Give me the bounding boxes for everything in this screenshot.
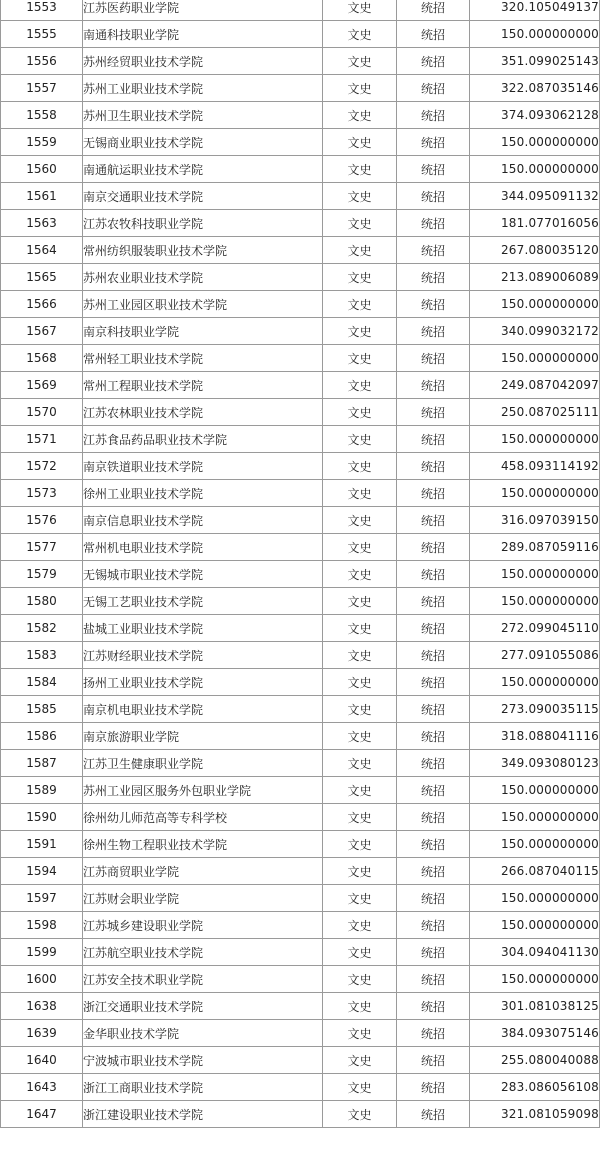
table-row	[1, 1101, 600, 1128]
school-name-cell: 南京旅游职业学院	[83, 723, 323, 750]
school-code-cell: 1568	[1, 345, 83, 372]
score-cell: 249.087042097	[470, 372, 600, 399]
score-cell: 150.000000000	[470, 588, 600, 615]
category-cell: 文史	[323, 426, 397, 453]
score-cell: 150.000000000	[470, 345, 600, 372]
batch-cell: 统招	[397, 669, 470, 696]
batch-cell: 统招	[397, 966, 470, 993]
school-code-cell: 1584	[1, 669, 83, 696]
table-row	[1, 75, 600, 102]
category-cell: 文史	[323, 642, 397, 669]
batch-cell: 统招	[397, 723, 470, 750]
school-name-cell: 江苏安全技术职业学院	[83, 966, 323, 993]
school-name-cell: 浙江建设职业技术学院	[83, 1101, 323, 1128]
score-cell: 289.087059116	[470, 534, 600, 561]
table-row	[1, 291, 600, 318]
table-row	[1, 939, 600, 966]
score-cell: 304.094041130	[470, 939, 600, 966]
table-row	[1, 642, 600, 669]
category-cell: 文史	[323, 480, 397, 507]
table-row	[1, 885, 600, 912]
school-name-cell: 江苏农牧科技职业学院	[83, 210, 323, 237]
table-row	[1, 48, 600, 75]
category-cell: 文史	[323, 1101, 397, 1128]
batch-cell: 统招	[397, 102, 470, 129]
batch-cell: 统招	[397, 588, 470, 615]
school-code-cell: 1569	[1, 372, 83, 399]
category-cell: 文史	[323, 372, 397, 399]
school-code-cell: 1563	[1, 210, 83, 237]
table-row	[1, 372, 600, 399]
batch-cell: 统招	[397, 399, 470, 426]
school-name-cell: 苏州工业职业技术学院	[83, 75, 323, 102]
score-cell: 318.088041116	[470, 723, 600, 750]
category-cell: 文史	[323, 912, 397, 939]
table-row	[1, 723, 600, 750]
table-row	[1, 912, 600, 939]
table-row	[1, 237, 600, 264]
batch-cell: 统招	[397, 858, 470, 885]
school-name-cell: 徐州工业职业技术学院	[83, 480, 323, 507]
score-cell: 150.000000000	[470, 129, 600, 156]
batch-cell: 统招	[397, 696, 470, 723]
table-row	[1, 0, 600, 21]
category-cell: 文史	[323, 561, 397, 588]
category-cell: 文史	[323, 1020, 397, 1047]
table-row	[1, 183, 600, 210]
school-code-cell: 1560	[1, 156, 83, 183]
school-code-cell: 1598	[1, 912, 83, 939]
category-cell: 文史	[323, 21, 397, 48]
school-code-cell: 1553	[1, 0, 83, 21]
school-name-cell: 无锡城市职业技术学院	[83, 561, 323, 588]
batch-cell: 统招	[397, 21, 470, 48]
score-cell: 150.000000000	[470, 426, 600, 453]
score-cell: 272.099045110	[470, 615, 600, 642]
score-cell: 150.000000000	[470, 669, 600, 696]
school-code-cell: 1639	[1, 1020, 83, 1047]
school-code-cell: 1565	[1, 264, 83, 291]
score-cell: 340.099032172	[470, 318, 600, 345]
table-row	[1, 318, 600, 345]
school-code-cell: 1638	[1, 993, 83, 1020]
score-cell: 316.097039150	[470, 507, 600, 534]
school-name-cell: 苏州卫生职业技术学院	[83, 102, 323, 129]
score-cell: 321.081059098	[470, 1101, 600, 1128]
school-name-cell: 江苏商贸职业学院	[83, 858, 323, 885]
batch-cell: 统招	[397, 237, 470, 264]
school-code-cell: 1556	[1, 48, 83, 75]
school-code-cell: 1561	[1, 183, 83, 210]
batch-cell: 统招	[397, 210, 470, 237]
table-row	[1, 993, 600, 1020]
school-name-cell: 江苏卫生健康职业学院	[83, 750, 323, 777]
batch-cell: 统招	[397, 777, 470, 804]
school-code-cell: 1586	[1, 723, 83, 750]
school-code-cell: 1599	[1, 939, 83, 966]
school-code-cell: 1643	[1, 1074, 83, 1101]
batch-cell: 统招	[397, 1074, 470, 1101]
category-cell: 文史	[323, 1047, 397, 1074]
batch-cell: 统招	[397, 912, 470, 939]
table-row	[1, 1020, 600, 1047]
batch-cell: 统招	[397, 831, 470, 858]
batch-cell: 统招	[397, 615, 470, 642]
school-name-cell: 南通航运职业技术学院	[83, 156, 323, 183]
school-code-cell: 1640	[1, 1047, 83, 1074]
school-code-cell: 1555	[1, 21, 83, 48]
batch-cell: 统招	[397, 372, 470, 399]
table-row	[1, 102, 600, 129]
school-code-cell: 1594	[1, 858, 83, 885]
school-name-cell: 南京信息职业技术学院	[83, 507, 323, 534]
category-cell: 文史	[323, 264, 397, 291]
table-row	[1, 615, 600, 642]
score-cell: 213.089006089	[470, 264, 600, 291]
score-cell: 150.000000000	[470, 777, 600, 804]
table-body	[1, 0, 600, 1128]
batch-cell: 统招	[397, 264, 470, 291]
score-cell: 150.000000000	[470, 21, 600, 48]
table-row	[1, 804, 600, 831]
category-cell: 文史	[323, 723, 397, 750]
school-code-cell: 1580	[1, 588, 83, 615]
school-name-cell: 金华职业技术学院	[83, 1020, 323, 1047]
school-name-cell: 浙江工商职业技术学院	[83, 1074, 323, 1101]
category-cell: 文史	[323, 804, 397, 831]
category-cell: 文史	[323, 0, 397, 21]
category-cell: 文史	[323, 210, 397, 237]
school-name-cell: 徐州幼儿师范高等专科学校	[83, 804, 323, 831]
school-code-cell: 1571	[1, 426, 83, 453]
school-name-cell: 盐城工业职业技术学院	[83, 615, 323, 642]
table-row	[1, 426, 600, 453]
category-cell: 文史	[323, 453, 397, 480]
category-cell: 文史	[323, 696, 397, 723]
school-code-cell: 1647	[1, 1101, 83, 1128]
score-cell: 181.077016056	[470, 210, 600, 237]
score-cell: 267.080035120	[470, 237, 600, 264]
category-cell: 文史	[323, 318, 397, 345]
table-row	[1, 264, 600, 291]
batch-cell: 统招	[397, 426, 470, 453]
category-cell: 文史	[323, 507, 397, 534]
table-row	[1, 1047, 600, 1074]
score-cell: 351.099025143	[470, 48, 600, 75]
school-code-cell: 1576	[1, 507, 83, 534]
batch-cell: 统招	[397, 345, 470, 372]
batch-cell: 统招	[397, 804, 470, 831]
score-cell: 150.000000000	[470, 291, 600, 318]
table-row	[1, 1074, 600, 1101]
category-cell: 文史	[323, 1074, 397, 1101]
score-cell: 458.093114192	[470, 453, 600, 480]
category-cell: 文史	[323, 885, 397, 912]
category-cell: 文史	[323, 939, 397, 966]
school-name-cell: 南京科技职业学院	[83, 318, 323, 345]
batch-cell: 统招	[397, 291, 470, 318]
batch-cell: 统招	[397, 0, 470, 21]
school-code-cell: 1557	[1, 75, 83, 102]
score-cell: 266.087040115	[470, 858, 600, 885]
school-code-cell: 1566	[1, 291, 83, 318]
table-row	[1, 210, 600, 237]
school-code-cell: 1579	[1, 561, 83, 588]
table-row	[1, 507, 600, 534]
school-code-cell: 1564	[1, 237, 83, 264]
school-code-cell: 1570	[1, 399, 83, 426]
score-cell: 301.081038125	[470, 993, 600, 1020]
score-cell: 150.000000000	[470, 156, 600, 183]
category-cell: 文史	[323, 291, 397, 318]
category-cell: 文史	[323, 669, 397, 696]
batch-cell: 统招	[397, 885, 470, 912]
table-row	[1, 129, 600, 156]
category-cell: 文史	[323, 48, 397, 75]
category-cell: 文史	[323, 858, 397, 885]
school-name-cell: 江苏城乡建设职业学院	[83, 912, 323, 939]
batch-cell: 统招	[397, 48, 470, 75]
school-name-cell: 苏州农业职业技术学院	[83, 264, 323, 291]
school-code-cell: 1600	[1, 966, 83, 993]
school-name-cell: 苏州经贸职业技术学院	[83, 48, 323, 75]
school-name-cell: 常州工程职业技术学院	[83, 372, 323, 399]
category-cell: 文史	[323, 750, 397, 777]
school-code-cell: 1572	[1, 453, 83, 480]
score-cell: 349.093080123	[470, 750, 600, 777]
score-cell: 150.000000000	[470, 831, 600, 858]
table-row	[1, 480, 600, 507]
batch-cell: 统招	[397, 183, 470, 210]
batch-cell: 统招	[397, 453, 470, 480]
school-code-cell: 1583	[1, 642, 83, 669]
batch-cell: 统招	[397, 993, 470, 1020]
table-row	[1, 399, 600, 426]
category-cell: 文史	[323, 615, 397, 642]
category-cell: 文史	[323, 156, 397, 183]
table-row	[1, 777, 600, 804]
school-code-cell: 1582	[1, 615, 83, 642]
school-name-cell: 南通科技职业学院	[83, 21, 323, 48]
category-cell: 文史	[323, 993, 397, 1020]
category-cell: 文史	[323, 183, 397, 210]
school-code-cell: 1558	[1, 102, 83, 129]
batch-cell: 统招	[397, 1101, 470, 1128]
category-cell: 文史	[323, 399, 397, 426]
school-name-cell: 苏州工业园区服务外包职业学院	[83, 777, 323, 804]
school-code-cell: 1597	[1, 885, 83, 912]
batch-cell: 统招	[397, 1020, 470, 1047]
batch-cell: 统招	[397, 480, 470, 507]
school-name-cell: 江苏航空职业技术学院	[83, 939, 323, 966]
table-row	[1, 750, 600, 777]
batch-cell: 统招	[397, 129, 470, 156]
batch-cell: 统招	[397, 939, 470, 966]
batch-cell: 统招	[397, 750, 470, 777]
school-code-cell: 1559	[1, 129, 83, 156]
school-name-cell: 南京铁道职业技术学院	[83, 453, 323, 480]
category-cell: 文史	[323, 777, 397, 804]
score-cell: 150.000000000	[470, 804, 600, 831]
batch-cell: 统招	[397, 318, 470, 345]
table-row	[1, 156, 600, 183]
batch-cell: 统招	[397, 507, 470, 534]
score-cell: 150.000000000	[470, 561, 600, 588]
school-code-cell: 1573	[1, 480, 83, 507]
school-name-cell: 江苏食品药品职业技术学院	[83, 426, 323, 453]
school-name-cell: 无锡商业职业技术学院	[83, 129, 323, 156]
table-row	[1, 669, 600, 696]
batch-cell: 统招	[397, 534, 470, 561]
school-code-cell: 1589	[1, 777, 83, 804]
table-row	[1, 453, 600, 480]
category-cell: 文史	[323, 588, 397, 615]
table-row	[1, 534, 600, 561]
school-name-cell: 江苏医药职业学院	[83, 0, 323, 21]
category-cell: 文史	[323, 237, 397, 264]
school-name-cell: 扬州工业职业技术学院	[83, 669, 323, 696]
school-code-cell: 1567	[1, 318, 83, 345]
score-cell: 384.093075146	[470, 1020, 600, 1047]
category-cell: 文史	[323, 966, 397, 993]
score-cell: 150.000000000	[470, 912, 600, 939]
score-cell: 374.093062128	[470, 102, 600, 129]
school-name-cell: 无锡工艺职业技术学院	[83, 588, 323, 615]
table-row	[1, 696, 600, 723]
batch-cell: 统招	[397, 561, 470, 588]
school-code-cell: 1591	[1, 831, 83, 858]
score-cell: 250.087025111	[470, 399, 600, 426]
score-cell: 320.105049137	[470, 0, 600, 21]
category-cell: 文史	[323, 534, 397, 561]
school-name-cell: 南京机电职业技术学院	[83, 696, 323, 723]
score-cell: 283.086056108	[470, 1074, 600, 1101]
school-name-cell: 南京交通职业技术学院	[83, 183, 323, 210]
score-cell: 322.087035146	[470, 75, 600, 102]
school-name-cell: 徐州生物工程职业技术学院	[83, 831, 323, 858]
batch-cell: 统招	[397, 1047, 470, 1074]
school-name-cell: 江苏财经职业技术学院	[83, 642, 323, 669]
score-cell: 277.091055086	[470, 642, 600, 669]
table-row	[1, 966, 600, 993]
school-name-cell: 江苏农林职业技术学院	[83, 399, 323, 426]
school-name-cell: 江苏财会职业学院	[83, 885, 323, 912]
batch-cell: 统招	[397, 75, 470, 102]
category-cell: 文史	[323, 345, 397, 372]
score-cell: 150.000000000	[470, 966, 600, 993]
school-code-cell: 1587	[1, 750, 83, 777]
score-cell: 273.090035115	[470, 696, 600, 723]
score-cell: 255.080040088	[470, 1047, 600, 1074]
category-cell: 文史	[323, 102, 397, 129]
table-row	[1, 831, 600, 858]
school-name-cell: 宁波城市职业技术学院	[83, 1047, 323, 1074]
score-cell: 150.000000000	[470, 480, 600, 507]
category-cell: 文史	[323, 831, 397, 858]
school-name-cell: 常州机电职业技术学院	[83, 534, 323, 561]
batch-cell: 统招	[397, 642, 470, 669]
table-row	[1, 345, 600, 372]
score-cell: 344.095091132	[470, 183, 600, 210]
score-cell: 150.000000000	[470, 885, 600, 912]
table-row	[1, 858, 600, 885]
school-code-cell: 1585	[1, 696, 83, 723]
school-name-cell: 常州纺织服装职业技术学院	[83, 237, 323, 264]
school-name-cell: 苏州工业园区职业技术学院	[83, 291, 323, 318]
school-name-cell: 常州轻工职业技术学院	[83, 345, 323, 372]
table-row	[1, 588, 600, 615]
school-name-cell: 浙江交通职业技术学院	[83, 993, 323, 1020]
table-row	[1, 561, 600, 588]
table-row	[1, 21, 600, 48]
school-code-cell: 1577	[1, 534, 83, 561]
category-cell: 文史	[323, 75, 397, 102]
category-cell: 文史	[323, 129, 397, 156]
batch-cell: 统招	[397, 156, 470, 183]
school-code-cell: 1590	[1, 804, 83, 831]
